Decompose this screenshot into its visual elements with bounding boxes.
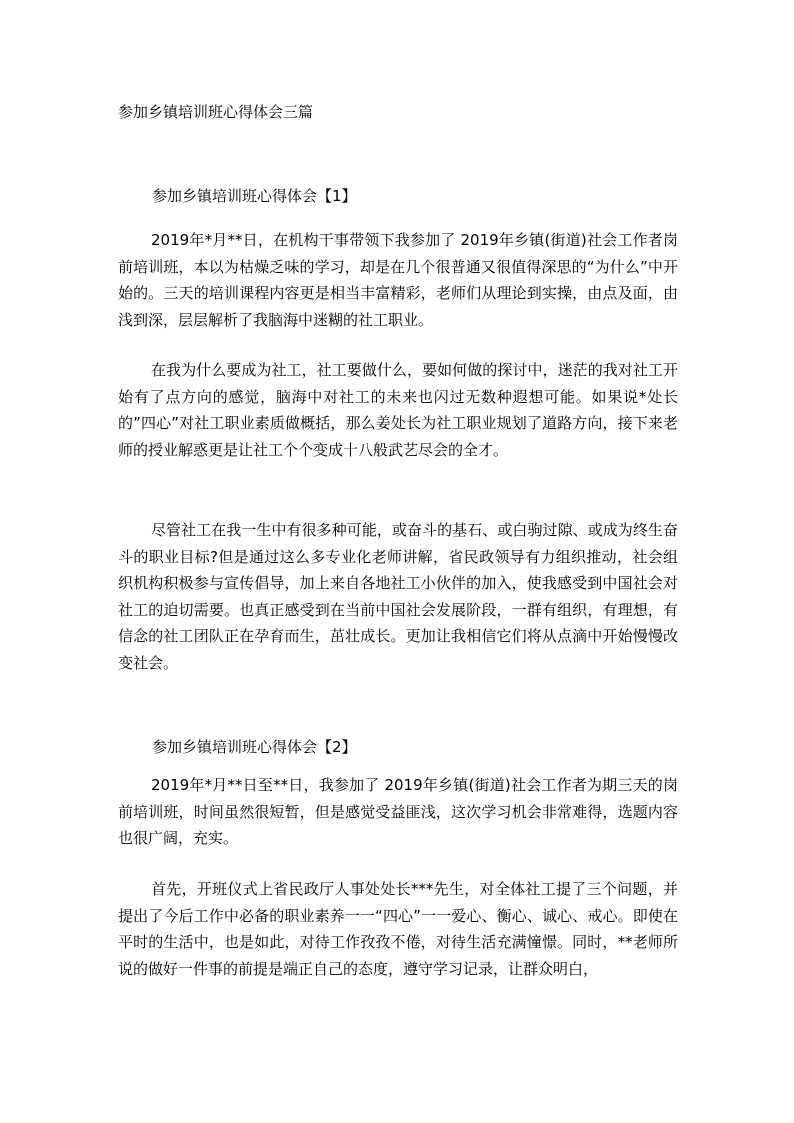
section-heading-2: 参加乡镇培训班心得体会【2】 bbox=[152, 738, 357, 756]
document-title: 参加乡镇培训班心得体会三篇 bbox=[118, 103, 314, 121]
section-1-paragraph-1: 2019年*月**日，在机构干事带领下我参加了 2019年乡镇(街道)社会工作者岗前培训班，本以为枯燥乏味的学习，却是在几个很普通又很值得深思的“为什么”中开始的。三天的培训课程内容更是相当丰富精彩，老师们从理论到实操，由点及面，由浅到深，层层解析了我脑海中迷糊的社工职业。 bbox=[118, 231, 678, 329]
section-1-paragraph-3: 尽管社工在我一生中有很多种可能，或奋斗的基石、或白驹过隙、或成为终生奋斗的职业目标?但是通过这么多专业化老师讲解，省民政领导有力组织推动，社会组织机构积极参与宣传倡导，加上来自各地社工小伙伴的加入，使我感受到中国社会对社工的迫切需要。也真正感受到在当前中国社会发展阶段，一群有组织，有理想，有信念的社工团队正在孕育而生，茁壮成长。更加让我相信它们将从点滴中开始慢慢改变社会。 bbox=[118, 521, 678, 672]
section-2-paragraph-2: 首先，开班仪式上省民政厅人事处处长***先生，对全体社工提了三个问题，并提出了今后工作中必备的职业素养一一“四心”一一爱心、衡心、诚心、戒心。即使在平时的生活中，也是如此，对待工作孜孜不倦，对待生活充满憧憬。同时，**老师所说的做好一件事的前提是端正自己的态度，遵守学习记录，让群众明白， bbox=[118, 880, 678, 978]
section-1-paragraph-2: 在我为什么要成为社工，社工要做什么，要如何做的探讨中，迷茫的我对社工开始有了点方向的感觉，脑海中对社工的未来也闪过无数种遐想可能。如果说*处长的”四心”对社工职业素质做概括，那么姜处长为社工职业规划了道路方向，接下来老师的授业解惑更是让社工个个变成十八般武艺尽会的全才。 bbox=[118, 361, 678, 459]
section-2-paragraph-1: 2019年*月**日至**日，我参加了 2019年乡镇(街道)社会工作者为期三天的岗前培训班，时间虽然很短暂，但是感觉受益匪浅，这次学习机会非常难得，选题内容也很广阔，充实。 bbox=[118, 776, 678, 847]
section-heading-1: 参加乡镇培训班心得体会【1】 bbox=[152, 187, 357, 205]
